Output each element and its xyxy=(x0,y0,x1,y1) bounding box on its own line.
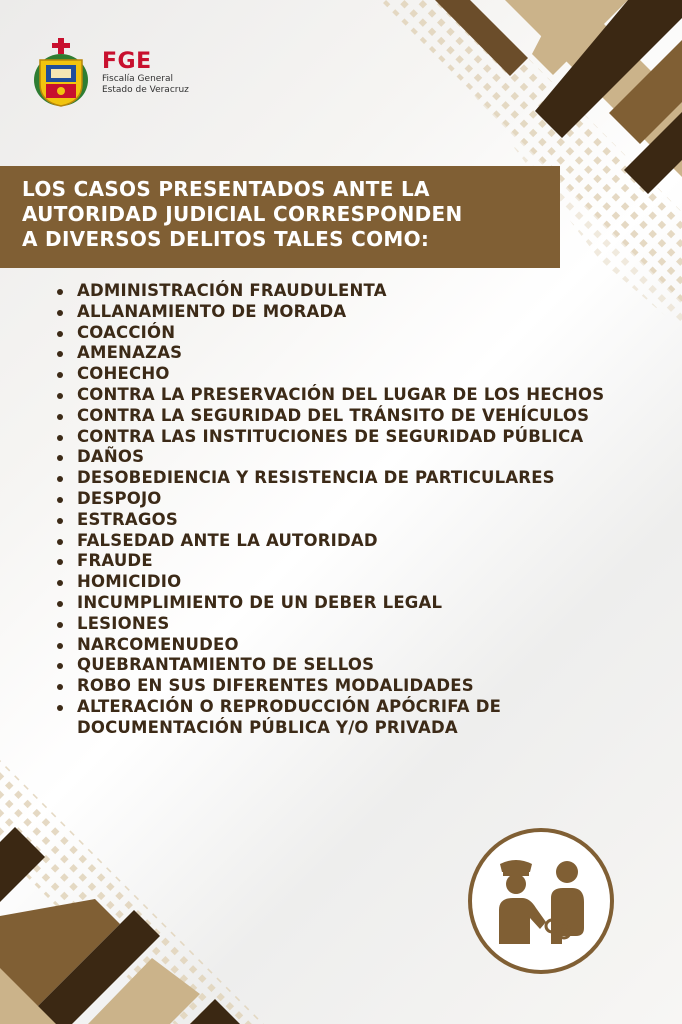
banner-line: A DIVERSOS DELITOS TALES COMO: xyxy=(22,227,430,251)
arrest-badge xyxy=(466,826,616,976)
list-item: COACCIÓN xyxy=(52,323,627,344)
delitos-list xyxy=(52,281,627,739)
list-item: DESPOJO xyxy=(52,489,627,510)
list-item: FRAUDE xyxy=(52,551,627,572)
list-item: HOMICIDIO xyxy=(52,572,627,593)
list-item: DESOBEDIENCIA Y RESISTENCIA DE PARTICULARES xyxy=(52,468,627,489)
brand-title: FGE xyxy=(102,49,152,74)
banner-line: AUTORIDAD JUDICIAL CORRESPONDEN xyxy=(22,202,463,226)
list-item: COHECHO xyxy=(52,364,627,385)
list-item: FALSEDAD ANTE LA AUTORIDAD xyxy=(52,531,627,552)
list-item: DAÑOS xyxy=(52,447,627,468)
police-arrest-icon xyxy=(466,826,616,976)
list-item: ROBO EN SUS DIFERENTES MODALIDADES xyxy=(52,676,627,697)
list-item: ADMINISTRACIÓN FRAUDULENTA xyxy=(52,281,627,302)
list-item: CONTRA LA PRESERVACIÓN DEL LUGAR DE LOS HECHOS xyxy=(52,385,627,406)
list-item: CONTRA LAS INSTITUCIONES DE SEGURIDAD PÚBLICA xyxy=(52,427,627,448)
veracruz-coat-of-arms-icon xyxy=(32,38,90,108)
list-item: CONTRA LA SEGURIDAD DEL TRÁNSITO DE VEHÍCULOS xyxy=(52,406,627,427)
list-item: ALLANAMIENTO DE MORADA xyxy=(52,302,627,323)
list-item: AMENAZAS xyxy=(52,343,627,364)
brand-subtitle-line1: Fiscalía General xyxy=(102,74,174,84)
header-logo xyxy=(32,38,189,108)
banner-line: LOS CASOS PRESENTADOS ANTE LA xyxy=(22,177,430,201)
list-item: INCUMPLIMIENTO DE UN DEBER LEGAL xyxy=(52,593,627,614)
list-item: QUEBRANTAMIENTO DE SELLOS xyxy=(52,655,627,676)
list-item: ESTRAGOS xyxy=(52,510,627,531)
list-item: ALTERACIÓN O REPRODUCCIÓN APÓCRIFA DE DOCUMENTACIÓN PÚBLICA Y/O PRIVADA xyxy=(52,697,627,739)
title-banner xyxy=(0,166,560,268)
brand-subtitle-line2: Estado de Veracruz xyxy=(102,85,189,95)
list-item: LESIONES xyxy=(52,614,627,635)
list-item: NARCOMENUDEO xyxy=(52,635,627,656)
